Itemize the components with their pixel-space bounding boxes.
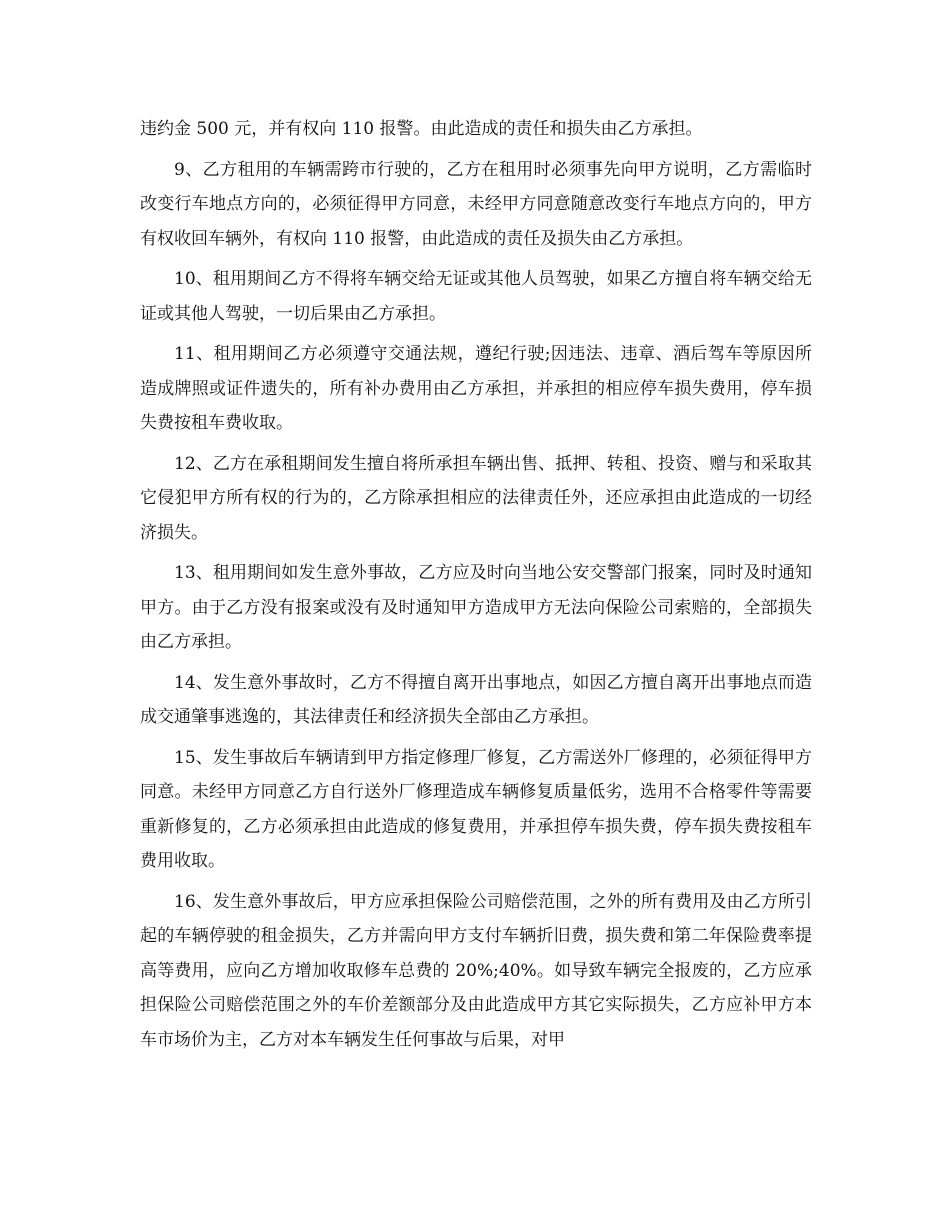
paragraph-clause-11: 11、租用期间乙方必须遵守交通法规，遵纪行驶;因违法、违章、酒后驾车等原因所造成牌照或证件遗失的，所有补办费用由乙方承担，并承担的相应停车损失费用，停车损失费按租车费收取。 (140, 344, 812, 433)
document-body (140, 112, 812, 1063)
paragraph-clause-8-continued: 违约金 500 元，并有权向 110 报警。由此造成的责任和损失由乙方承担。 (140, 119, 703, 139)
paragraph-clause-14: 14、发生意外事故时，乙方不得擅自离开出事地点，如因乙方擅自离开出事地点而造成交通肇事逃逸的，其法律责任和经济损失全部由乙方承担。 (140, 672, 812, 727)
paragraph-clause-15: 15、发生事故后车辆请到甲方指定修理厂修复，乙方需送外厂修理的，必须征得甲方同意。未经甲方同意乙方自行送外厂修理造成车辆修复质量低劣，选用不合格零件等需要重新修复的，乙方必须承担由此造成的修复费用，并承担停车损失费，停车损失费按租车费用收取。 (140, 747, 812, 871)
paragraph-clause-16: 16、发生意外事故后，甲方应承担保险公司赔偿范围，之外的所有费用及由乙方所引起的车辆停驶的租金损失，乙方并需向甲方支付车辆折旧费，损失费和第二年保险费率提高等费用，应向乙方增加收取修车总费的 20%;40%。如导致车辆完全报废的，乙方应承担保险公司赔偿范围之外的车价差额部分及由此造成甲方其它实际损失，乙方应补甲方本车市场价为主，乙方对本车辆发生任何事故与后果，对甲 (140, 891, 812, 1050)
paragraph-clause-12: 12、乙方在承租期间发生擅自将所承担车辆出售、抵押、转租、投资、赠与和采取其它侵犯甲方所有权的行为的，乙方除承担相应的法律责任外，还应承担由此造成的一切经济损失。 (140, 453, 812, 543)
paragraph-clause-10: 10、租用期间乙方不得将车辆交给无证或其他人员驾驶，如果乙方擅自将车辆交给无证或其他人驾驶，一切后果由乙方承担。 (140, 269, 812, 324)
paragraph-clause-13: 13、租用期间如发生意外事故，乙方应及时向当地公安交警部门报案，同时及时通知甲方。由于乙方没有报案或没有及时通知甲方造成甲方无法向保险公司索赔的，全部损失由乙方承担。 (140, 563, 812, 652)
paragraph-clause-9: 9、乙方租用的车辆需跨市行驶的，乙方在租用时必须事先向甲方说明，乙方需临时改变行车地点方向的，必须征得甲方同意，未经甲方同意随意改变行车地点方向的，甲方有权收回车辆外，有权向 110 报警，由此造成的责任及损失由乙方承担。 (140, 159, 812, 249)
